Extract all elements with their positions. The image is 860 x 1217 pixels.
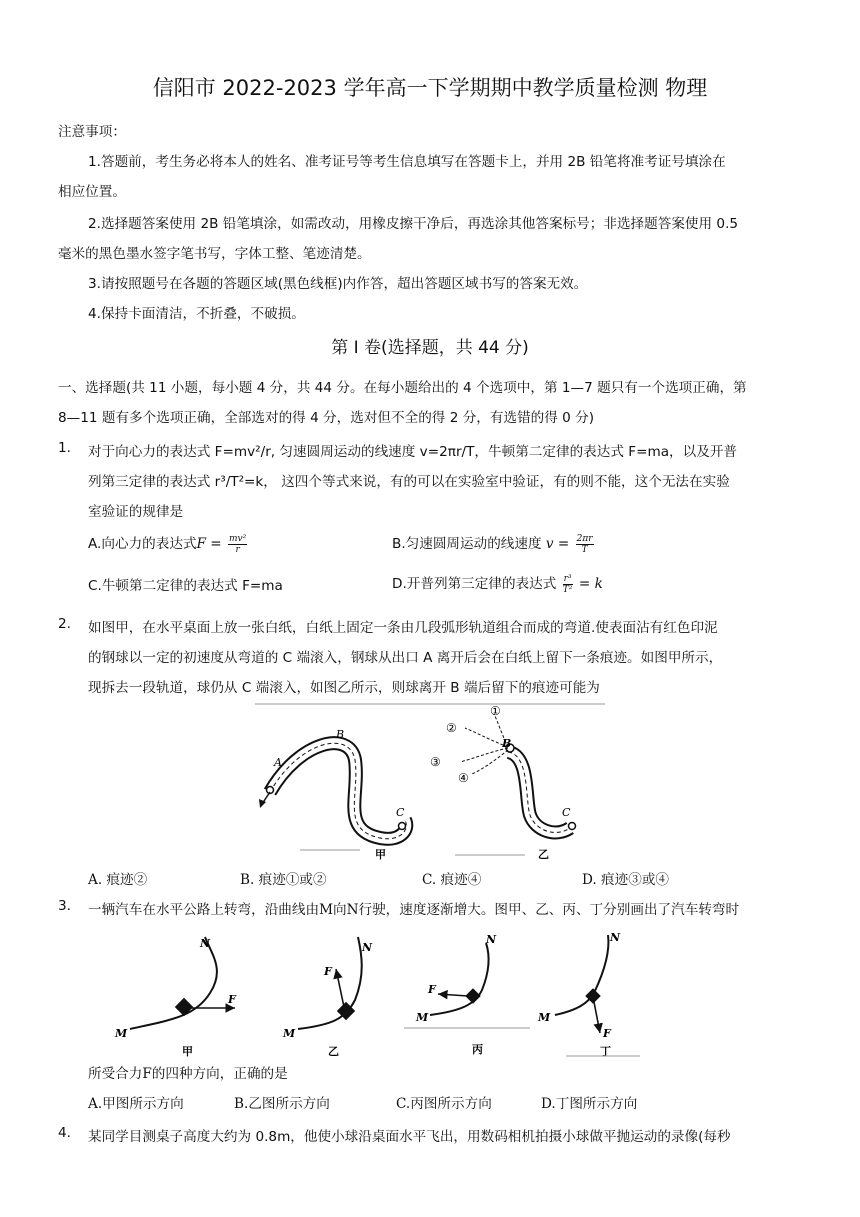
option-d[interactable]: D.丁图所示方向 — [541, 1096, 638, 1112]
denominator: r — [235, 544, 240, 555]
fraction — [576, 534, 594, 555]
section-intro-cont: 8—11 题有多个选项正确，全部选对的得 4 分，选对但不全的得 2 分，有选错的得 0 分) — [58, 410, 595, 426]
notice-item-4: 4.保持卡面清洁，不折叠，不破损。 — [88, 306, 305, 322]
page-title: 信阳市 2022-2023 学年高一下学期期中教学质量检测 物理 — [152, 76, 708, 100]
fraction — [563, 574, 573, 595]
section-title: 第 Ⅰ 卷(选择题，共 44 分) — [331, 338, 529, 358]
figure-label-jia: 甲 — [182, 1045, 193, 1058]
diagram-ding — [555, 935, 608, 1033]
figure-label-yi: 乙 — [328, 1045, 339, 1058]
track-figure — [240, 700, 610, 865]
question-text: 所受合力F的四种方向，正确的是 — [88, 1066, 288, 1082]
figure-label-bing: 丙 — [472, 1043, 483, 1056]
numerator: 2πr — [576, 533, 593, 544]
option-b[interactable] — [392, 532, 596, 555]
diagram-bing — [430, 943, 489, 1015]
math-lhs: v = — [545, 536, 574, 552]
notice-heading: 注意事项： — [58, 124, 126, 140]
figure-label-ding: 丁 — [600, 1045, 611, 1058]
ball — [569, 823, 576, 830]
figure-label-jia: 甲 — [375, 848, 386, 861]
numerator: mv² — [229, 533, 247, 544]
label-m: M — [283, 1027, 296, 1040]
section-intro: 一、选择题(共 11 小题，每小题 4 分，共 44 分。在每小题给出的 4 个选项中，第 1—7 题只有一个选项正确，第 — [58, 380, 747, 396]
question-text: 室验证的规律是 — [88, 504, 184, 520]
label-n: N — [362, 941, 373, 954]
label-m: M — [538, 1011, 551, 1024]
question-number: 1. — [58, 440, 71, 456]
question-number: 2. — [58, 616, 71, 632]
option-b[interactable]: B. 痕迹①或② — [240, 872, 327, 888]
question-text: 现拆去一段轨道，球仍从 C 端滚入，如图乙所示，则球离开 B 端后留下的痕迹可能为 — [88, 680, 600, 696]
label-f: F — [324, 965, 332, 978]
option-a[interactable] — [88, 532, 249, 555]
trace-label: ② — [446, 721, 457, 735]
trace-label: ④ — [458, 771, 469, 785]
label-c: C — [562, 806, 571, 819]
question-text: 如图甲，在水平桌面上放一张白纸，白纸上固定一条由几段弧形轨道组合而成的弯道.使表面沾有红色印泥 — [88, 620, 718, 636]
numerator: r³ — [563, 573, 572, 584]
notice-item-3: 3.请按照题号在各题的答题区域(黑色线框)内作答，超出答题区域书写的答案无效。 — [88, 276, 588, 292]
option-text: B.匀速圆周运动的线速度 — [392, 536, 546, 552]
diagram-jia — [130, 937, 235, 1029]
fraction — [228, 534, 247, 555]
label-f: F — [603, 1027, 611, 1040]
trace-label: ① — [490, 704, 501, 718]
question-number: 4. — [58, 1125, 71, 1141]
label-n: N — [200, 937, 211, 950]
label-c: C — [396, 806, 405, 819]
notice-item-1: 1.答题前，考生务必将本人的姓名、准考证号等考生信息填写在答题卡上，并用 2B 铅笔将准考证号填涂在 — [88, 154, 726, 170]
figure-label-yi: 乙 — [538, 848, 549, 861]
notice-item-2: 2.选择题答案使用 2B 铅笔填涂，如需改动，用橡皮擦干净后，再选涂其他答案标号；非选择题答案使用 0.5 — [88, 216, 739, 232]
option-d[interactable] — [392, 572, 603, 595]
option-a[interactable]: A. 痕迹② — [88, 872, 148, 888]
option-c[interactable]: C. 痕迹④ — [422, 872, 482, 888]
label-f: F — [228, 993, 236, 1006]
question-number: 3. — [58, 898, 71, 914]
denominator: T — [581, 544, 588, 555]
label-m: M — [115, 1027, 128, 1040]
notice-item-1-cont: 相应位置。 — [58, 184, 126, 200]
trace-label: ③ — [430, 755, 441, 769]
label-b: B — [502, 737, 512, 750]
trace-4 — [472, 750, 508, 774]
notice-item-2-cont: 毫米的黑色墨水签字笔书写，字体工整、笔迹清楚。 — [58, 246, 371, 262]
question-text: 的钢球以一定的初速度从弯道的 C 端滚入，钢球从出口 A 离开后会在白纸上留下一条痕迹。如图甲所示， — [88, 650, 723, 666]
trace-3 — [460, 748, 508, 762]
car-turn-figure — [100, 925, 640, 1060]
math-rhs: = k — [574, 576, 603, 592]
question-text: 一辆汽车在水平公路上转弯，沿曲线由M向N行驶，速度逐渐增大。图甲、乙、丙、丁分别画出了汽车转弯时 — [88, 902, 740, 918]
diagram-yi — [298, 937, 362, 1029]
denominator: T² — [562, 584, 573, 595]
math-lhs: F = — [196, 536, 227, 552]
question-text: 列第三定律的表达式 r³/T²=k， 这四个等式来说，有的可以在实验室中验证，有的则不能，这个无法在实验 — [88, 474, 730, 490]
option-c[interactable]: C.丙图所示方向 — [396, 1096, 492, 1112]
option-text: D.开普列第三定律的表达式 — [392, 576, 561, 592]
label-n: N — [610, 931, 621, 944]
option-b[interactable]: B.乙图所示方向 — [234, 1096, 330, 1112]
label-n: N — [486, 933, 497, 946]
label-b: B — [336, 728, 345, 741]
question-text: 某同学目测桌子高度大约为 0.8m，他使小球沿桌面水平飞出，用数码相机拍摄小球做平抛运动的录像(每秒 — [88, 1129, 731, 1145]
label-m: M — [416, 1011, 429, 1024]
question-text: 对于向心力的表达式 F=mv²/r, 匀速圆周运动的线速度 v=2πr/T，牛顿第二定律的表达式 F=ma，以及开普 — [88, 444, 738, 460]
option-text: A.向心力的表达式 — [88, 536, 197, 552]
option-d[interactable]: D. 痕迹③或④ — [582, 872, 670, 888]
label-a: A — [274, 756, 282, 769]
track-yi — [460, 714, 576, 832]
label-f: F — [428, 983, 436, 996]
option-a[interactable]: A.甲图所示方向 — [88, 1096, 184, 1112]
option-c[interactable]: C.牛顿第二定律的表达式 F=ma — [88, 578, 283, 594]
ball — [399, 823, 406, 830]
